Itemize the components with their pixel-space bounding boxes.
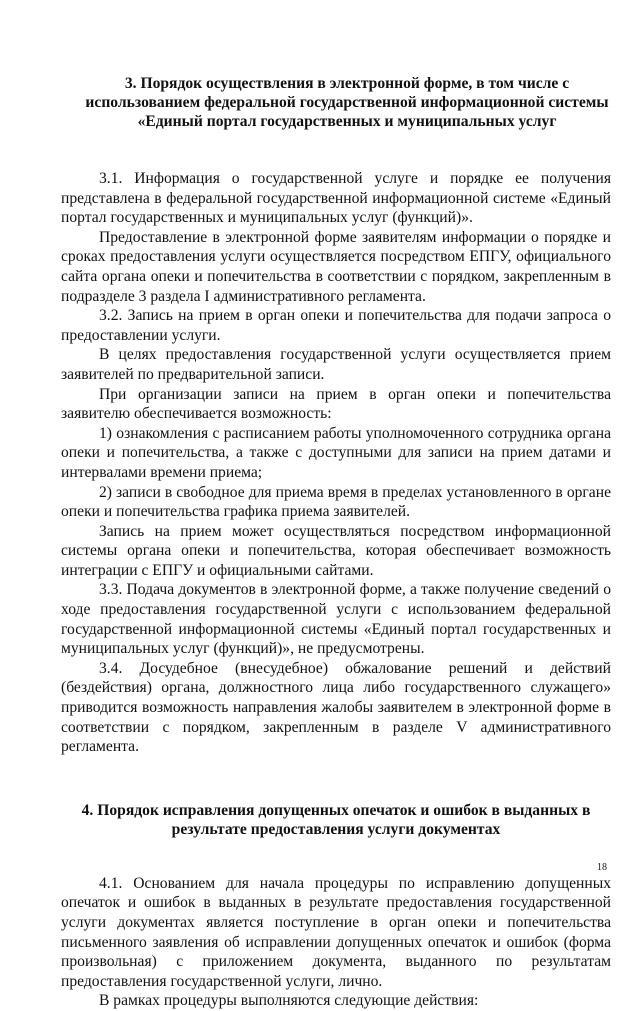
paragraph-3-4: 3.4. Досудебное (внесудебное) обжалование решений и действий (бездействия) органа, должностного лица либо государственного служащего» приводится возможность направления жалобы заявителем в электронной форме в соответствии с порядком, закрепленным в разделе V административного регламента. (61, 659, 611, 756)
document-page (61, 74, 611, 1011)
section-4-heading-line-2: результате предоставления услуги документах (171, 820, 501, 838)
section-3-heading-line-3: «Единый портал государственных и муниципальных услуг (137, 113, 557, 130)
page-number: 18 (597, 862, 607, 873)
paragraph-3-2-organization: При организации записи на прием в орган опеки и попечительства заявителю обеспечивается возможность: (61, 385, 611, 423)
section-3-heading-line-1: 3. Порядок осуществления в электронной форме, в том числе с (124, 75, 570, 92)
paragraph-3-2-system: Запись на прием может осуществляться посредством информационной системы органа опеки и попечительства, которая обеспечивает возможность интеграции с ЕПГУ и официальными сайтами. (61, 522, 611, 579)
paragraph-4-1: 4.1. Основанием для начала процедуры по исправлению допущенных опечаток и ошибок в выданных в результате предоставления государственной услуги документах является поступление в орган опеки и попечительства письменного заявления об исправлении допущенных опечаток и ошибок (форма произвольная) с приложением документа, выданного по результатам предоставления государственной услуги, лично. (61, 874, 611, 990)
list-item-2: 2) записи в свободное для приема время в пределах установленного в органе опеки и попечительства графика приема заявителей. (61, 483, 611, 521)
paragraph-3-1: 3.1. Информация о государственной услуге и порядке ее получения представлена в федеральной государственной информационной системе «Единый портал государственных и муниципальных услуг (функций)». (61, 170, 611, 227)
section-3-body (61, 169, 611, 757)
paragraph-3-2: 3.2. Запись на прием в орган опеки и попечительства для подачи запроса о предоставлении услуги. (61, 307, 611, 344)
section-3-heading (83, 74, 611, 131)
paragraph-4-1-actions: В рамках процедуры выполняются следующие действия: (99, 992, 479, 1010)
section-4-heading-line-1: 4. Порядок исправления допущенных опечаток и ошибок в выданных в (81, 801, 591, 819)
paragraph-3-3: 3.3. Подача документов в электронной форме, а также получение сведений о ходе предоставления государственной услуги с использованием федеральной государственной информационной системы «Единый портал государственных и муниципальных услуг (функций)», не предусмотрены. (61, 581, 611, 658)
section-4-heading (61, 801, 611, 839)
section-4-body (61, 874, 611, 1011)
section-3-heading-line-2: использованием федеральной государственной информационной системы (85, 94, 609, 111)
list-item-1: 1) ознакомления с расписанием работы уполномоченного сотрудника органа опеки и попечительства, а также с доступными для записи на прием датами и интервалами времени приема; (61, 424, 611, 481)
paragraph-3-2-purpose: В целях предоставления государственной услуги осуществляется прием заявителей по предварительной записи. (61, 346, 611, 383)
paragraph-3-1-epgu: Предоставление в электронной форме заявителям информации о порядке и сроках предоставления услуги осуществляется посредством ЕПГУ, официального сайта органа опеки и попечительства в соответствии с порядком, закрепленным в подразделе 3 раздела I административного регламента. (61, 228, 611, 305)
